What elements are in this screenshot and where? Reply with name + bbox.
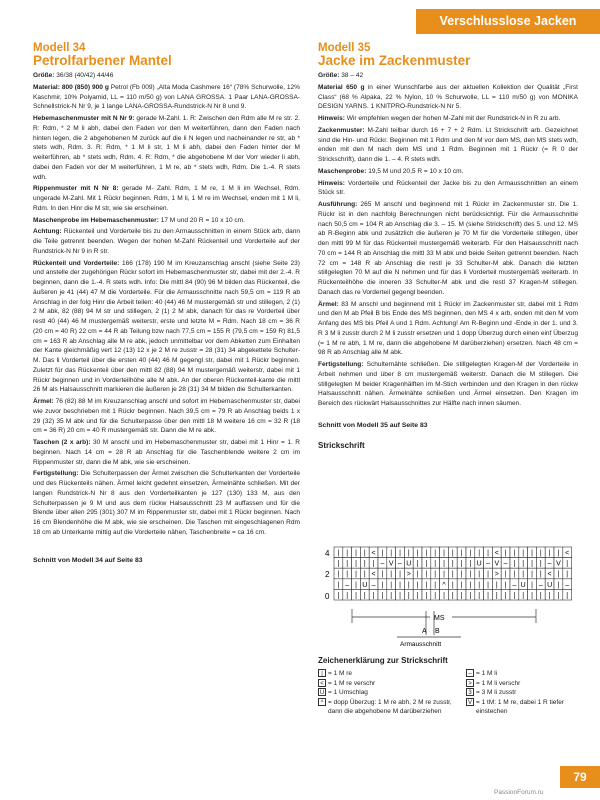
chart-symbol: | xyxy=(337,571,340,579)
chart-symbol: | xyxy=(460,549,463,557)
row-label-2: 2 xyxy=(325,570,330,579)
left-paragraph: Fertigstellung: Die Schulterpassen der Ärmel zwischen die Schulterkanten der Vorderteile und des Rückenteils nähen. Ärmel leicht gedehnt einsetzen, Ärmelnähte schließen. Mit der langen Rundstrick-N Nr 8 aus den Vorderteilkanten je 127 (130) 133 M, aus den Schulterpassen je 9 M und aus dem rückw Halsausschnitt 23 M auffassen und für die Blende über allen 295 (301) 307 M im Rippenmuster str, dabei mit 1 Rückr beginnen. Nach 16 cm Blendenhöhe die M abk, wie sie erscheinen. Die Taschen mit eingeschlagenen Rdm 18 cm ab Unterkante mittig auf die Vorderteile nähen, Taschenbreite = ca 16 cm. xyxy=(33,470,300,536)
chart-symbol: V xyxy=(388,560,394,568)
model-35-pattern-note: Schnitt von Modell 35 auf Seite 83 xyxy=(318,421,428,429)
chart-symbol: ^ xyxy=(442,581,446,589)
chart-symbol: V xyxy=(556,560,561,568)
chart-symbol: > xyxy=(494,571,499,579)
chart-symbol: | xyxy=(346,560,349,568)
chart-symbol: | xyxy=(416,592,419,600)
chart-symbol: | xyxy=(355,592,357,600)
chart-symbol: < xyxy=(371,571,376,579)
legend-item: U = 1 Umschlag xyxy=(319,689,368,696)
chart-symbol: – xyxy=(371,581,376,589)
chart-symbol: | xyxy=(434,592,437,600)
legend-item: > = 1 M li verschr xyxy=(466,679,578,688)
chart-symbol: | xyxy=(425,549,428,557)
row-label-0: 0 xyxy=(325,592,330,601)
chart-symbol: | xyxy=(557,581,560,589)
chart-symbol: | xyxy=(539,560,542,568)
chart-symbol: | xyxy=(531,592,533,600)
chart-symbol: | xyxy=(460,581,463,589)
right-paragraph: Zackenmuster: M-Zahl teilbar durch 16 + 7 + 2 Rdm. Lt Strickschrift arb. Gezeichnet sind die Hin- und Rückr. Beginnen mit 1 Rdm und den M vor dem MS, den MS stets wdh, enden mit den M nach dem MS und 1 Rdm. Beginnen mit 1 Rückr (= R 0 der Strickschrift), dann die 1. – 4. R stets wdh. xyxy=(318,126,578,163)
chart-symbol: < xyxy=(494,549,499,557)
legend-symbol: > xyxy=(466,679,474,687)
legend-symbol: 3 xyxy=(466,688,474,696)
right-paragraph: Maschenprobe: 19,5 M und 20,5 R = 10 x 10 cm. xyxy=(318,167,464,175)
chart-symbol: | xyxy=(504,571,507,579)
chart-symbol: | xyxy=(381,549,384,557)
chart-symbol: | xyxy=(381,592,384,600)
chart-symbol: | xyxy=(469,571,472,579)
chart-symbol: < xyxy=(371,549,376,557)
right-paragraph: Material 650 g in einer Wunschfarbe aus der aktuellen Kollektion der Qualität „First Class“ (68 % Alpaka, 22 % Nylon, 10 % Schurwolle, LL = 110 m/50 g) von MONIKA DESIGN YARNS. 1 KNITPRO-Rundstrick-N Nr 5. xyxy=(318,83,578,111)
chart-symbol: | xyxy=(372,592,375,600)
left-paragraph: Maschenprobe im Hebemaschenmuster: 17 M und 20 R = 10 x 10 cm. xyxy=(33,216,245,224)
row-label-4: 4 xyxy=(325,549,330,558)
chart-symbol: | xyxy=(346,571,349,579)
chart-symbol: | xyxy=(495,581,498,589)
chart-symbol: | xyxy=(425,571,428,579)
chart-symbol: | xyxy=(566,560,569,568)
chart-symbol: | xyxy=(539,571,542,579)
chart-symbol: | xyxy=(531,560,533,568)
right-paragraph: Ausführung: 265 M anschl und beginnend mit 1 Rückr im Zackenmuster str. Die 1. Rückr ist in den nachfolg Berechnungen nicht berücksichtigt. Für die Armausschnitte nach 50,5 cm = 104 R ab Anschlag die 3. – 15. M (siehe Strickschrift) des 5. und 12. MS ab R-Beginn abk und zusätzlich die äußeren je 70 M für die Vorderteile stillegen, über den mittl 99 M für das Rückenteil mustergemäß weiterarb. Für den Halsausschnitt nach 70 cm = 144 R ab Anschlag die mittl 33 M abk und beide Seiten getrennt beenden. Nach 72 cm = 148 R ab Anschlag die restl je 33 Schulter-M abk. Danach die letzten stillgelegten 70 M auf die N nehmen und für das li Vorderteil mustergemäß weiterarb. In Rückenteilhöhe die inneren 33 Schulter-M abk und die restl 37 Kragen-M stillegen. Danach das re Vorderteil gegengl beenden. xyxy=(318,201,578,296)
legend-symbol: U xyxy=(319,690,325,696)
chart-symbol: | xyxy=(451,581,454,589)
chart-symbol: | xyxy=(425,560,428,568)
chart-symbol: | xyxy=(390,592,393,600)
chart-symbol: | xyxy=(451,560,454,568)
chart-symbol: | xyxy=(399,549,401,557)
chart-symbol: | xyxy=(363,560,366,568)
chart-grid xyxy=(334,547,572,600)
chart-symbol: | xyxy=(566,592,569,600)
chart-symbol: | xyxy=(451,571,454,579)
left-paragraph: Achtung: Rückenteil und Vorderteile bis zu den Armausschnitten in einem Stück arb, dann die Teile getrennt beenden. Wegen der hohen M-Zahl Rückenteil und Vorderteile auf der Rundstrick-N Nr 9 in R str. xyxy=(33,228,300,255)
legend-symbol: | xyxy=(318,669,326,677)
chart-symbol: | xyxy=(487,549,489,557)
chart-symbol: | xyxy=(381,571,384,579)
chart-symbol: U xyxy=(520,581,526,589)
knitting-chart xyxy=(322,545,582,665)
chart-symbol: | xyxy=(478,581,481,589)
chart-symbol: | xyxy=(443,560,445,568)
left-paragraph: Hebemaschenmuster mit N Nr 9: gerade M-Zahl. 1. R: Zwischen den Rdm alle M re str. 2. R: Rdm, * 2 M li abh, dabei den Faden vor den M weiterführen, dann den Faden nach hinten legen, die 2 abgehobenen M zurück auf die li N legen und nacheinander re str, ab * stets wdh, Rdm. 3. R: Rdm, * 1 M li str, 1 M li abh, dabei den Faden hinter der M weiterführen, ab * stets wdh, Rdm. 4. R: Rdm, * die abgehobene M der Vorr wieder li abh, dabei den Faden vor der M weiterführen, 1 M re, ab * stets wdh, Rdm. Die 1.-4. R stets wdh. xyxy=(33,115,300,181)
chart-symbol: | xyxy=(416,549,419,557)
chart-symbol: | xyxy=(478,571,481,579)
chart-symbol: | xyxy=(513,571,516,579)
chart-symbol: | xyxy=(451,549,454,557)
right-paragraph: Hinweis: Wir empfehlen wegen der hohen M-Zahl mit der Rundstrick-N in R zu arb. xyxy=(318,115,561,122)
arrow-a-label: A xyxy=(422,628,427,635)
chart-symbol: | xyxy=(469,581,472,589)
chart-symbol: | xyxy=(399,571,401,579)
legend-item: 3 = 3 M li zusstr xyxy=(466,688,578,697)
chart-symbol: | xyxy=(355,560,357,568)
chart-symbol: | xyxy=(363,592,366,600)
legend-left xyxy=(318,669,458,716)
chart-symbol: | xyxy=(513,592,516,600)
chart-symbol: – xyxy=(345,581,350,589)
ms-label: MS xyxy=(434,615,445,622)
chart-symbol: | xyxy=(399,592,401,600)
chart-symbol: | xyxy=(513,549,516,557)
chart-symbol: | xyxy=(495,592,498,600)
legend-symbol: < xyxy=(318,679,326,687)
chart-symbol: | xyxy=(469,592,472,600)
chart-symbol: | xyxy=(522,549,525,557)
chart-symbol: > xyxy=(406,571,411,579)
left-paragraph: Material: 800 (850) 900 g Petrol (Fb 009) „Alta Moda Cashmere 16“ (78% Schurwolle, 12% Kaschmir, 10% Polyamid, LL = 110 m/50 g) von LANA GROSSA. 1 Paar LANA-GROSSA-Schnellstrick-N Nr 9, je 1 lange LANA-GROSSA-Rundstrick-N Nr 8 und 9. xyxy=(33,83,300,111)
chart-symbol: | xyxy=(363,549,366,557)
chart-symbol: | xyxy=(434,549,437,557)
chart-symbol: | xyxy=(504,592,507,600)
chart-symbol: | xyxy=(425,581,428,589)
left-paragraph: Rückenteil und Vorderteile: 166 (178) 190 M im Kreuzanschlag anschl (siehe Seite 23) und anstelle der zugehörigen Rückr sofort im Hebemaschenmuster str, dabei mit der 2.-4. R beginnen, dann die 1.-4. R stets wdh. Info: Die mittl 84 (90) 96 M bilden das Rückenteil, die äußeren je 41 (44) 47 M die Vorderteile. Für die Armausschnitte nach 59,5 cm = 119 R ab Anschlag in der folg Hinr die Arbeit teilen: 40 (44) 46 M mustergemäß str und stillegen, 2 (1) 2 M abk, 82 (88) 94 M str und stillegen, 2 (1) 2 M abk, danach für das re Vorderteil über restl 40 (44) 46 M mustergemäß weiterstr, erste und letzte M = Rdm. Nach 18 cm = 36 R (20 cm = 40 R) 22 cm = 44 R ab Teilung bzw nach 77,5 cm = 155 R (79,5 cm = 159 R) 81,5 cm = 163 R ab Anschlag alle M re abk, jedoch unmittelbar vor dem Abketten zum Einhalten der Kante gleichmäßig vert 12 (13) 12 x je 2 M re zusstr = 28 (31) 34 abgekettete Schulter-M. Das li Vorderteil über die ersten 40 (44) 46 M gegengl str, dabei mit 1 Rückr beginnen. Zuletzt für das Rückenteil über den mittl 82 (88) 94 M mustergemäß weiterstr, dabei mit 1 Rückr beginnen und in Vorderteilhöhe alle M abk. An der oberen Rückenteil-kante die mittl 26 M als Halsausschnitt markieren die äußeren je 28 (31) 34 M bilden die Schulterkanten. xyxy=(33,259,300,394)
legend-item: | = 1 M re xyxy=(318,669,458,678)
chart-symbol: | xyxy=(346,549,349,557)
page-number: 79 xyxy=(560,766,600,788)
chart-symbol: | xyxy=(434,581,437,589)
chart-symbol: | xyxy=(531,571,533,579)
model-34-label: Modell 34 xyxy=(33,42,86,54)
chart-symbol: – xyxy=(512,581,517,589)
chart-symbol: U xyxy=(406,560,412,568)
chart-symbol: – xyxy=(398,560,402,568)
chart-symbol: – xyxy=(380,560,385,568)
legend-symbol: – xyxy=(466,669,474,677)
chart-symbol: | xyxy=(407,592,410,600)
left-paragraph: Größe: 36/38 (40/42) 44/46 xyxy=(33,72,114,79)
chart-symbol: – xyxy=(503,560,508,568)
chart-symbol: | xyxy=(548,592,551,600)
legend-item: ^ = dopp Überzug: 1 M re abh, 2 M re zusstr, dann die abgehobene M darüberziehen xyxy=(318,698,458,716)
chart-symbol: | xyxy=(487,581,489,589)
model-35-label: Modell 35 xyxy=(318,42,371,54)
chart-symbol: < xyxy=(547,571,552,579)
chart-symbol: | xyxy=(557,549,560,557)
model-34-instructions xyxy=(33,71,300,538)
chart-symbol: | xyxy=(390,571,393,579)
chart-symbol: | xyxy=(434,571,437,579)
chart-symbol: | xyxy=(469,560,472,568)
model-35-column xyxy=(318,42,578,452)
chart-symbol: – xyxy=(486,560,490,568)
chart-symbol: U xyxy=(476,560,482,568)
chart-symbol: | xyxy=(443,549,445,557)
chart-symbol: U xyxy=(547,581,553,589)
watermark: PassionForum.ru xyxy=(494,789,544,796)
legend-item: V = 1 tM: 1 M re, dabei 1 R tiefer einstechen xyxy=(467,698,564,715)
chart-symbol: | xyxy=(399,581,401,589)
right-paragraph: Hinweis: Vorderteile und Rückenteil der Jacke bis zu den Armausschnitten an einem Stück str. xyxy=(318,179,578,197)
chart-symbol: | xyxy=(425,592,428,600)
chart-symbol: | xyxy=(531,581,533,589)
chart-symbol: | xyxy=(416,560,419,568)
chart-symbol: | xyxy=(355,571,357,579)
chart-symbol: | xyxy=(434,560,437,568)
chart-symbol: | xyxy=(460,571,463,579)
model-35-instructions xyxy=(318,71,578,409)
chart-symbol: | xyxy=(416,571,419,579)
legend-item: < = 1 M re verschr xyxy=(318,679,458,688)
legend-right xyxy=(466,669,578,716)
chart-symbol: | xyxy=(372,560,375,568)
chart-symbol: | xyxy=(460,592,463,600)
right-paragraph: Größe: 38 – 42 xyxy=(318,72,364,79)
legend-item: – = 1 M li xyxy=(466,669,578,678)
chart-symbol: | xyxy=(557,592,560,600)
model-34-title: Petrolfarbener Mantel xyxy=(33,53,172,68)
chart-symbol: | xyxy=(337,592,340,600)
chart-symbol: | xyxy=(539,549,542,557)
chart-symbol: | xyxy=(443,571,445,579)
model-34-pattern-note: Schnitt von Modell 34 auf Seite 83 xyxy=(33,556,143,564)
chart-symbol: | xyxy=(531,549,533,557)
chart-symbol: | xyxy=(504,549,507,557)
model-35-title: Jacke im Zackenmuster xyxy=(318,53,471,68)
armhole-label: Armausschnitt xyxy=(400,641,442,648)
arrow-b-label: B xyxy=(435,628,440,635)
chart-symbol: | xyxy=(478,592,481,600)
chart-symbol: | xyxy=(355,581,357,589)
chart-symbol: | xyxy=(451,592,454,600)
legend-title: Zeichenerklärung zur Strickschrift xyxy=(318,656,448,665)
chart-symbol: | xyxy=(539,592,542,600)
chart-symbol: | xyxy=(390,549,393,557)
legend-symbol: V xyxy=(467,699,472,706)
chart-symbol: | xyxy=(513,560,516,568)
chart-symbol: | xyxy=(381,581,384,589)
chart-symbol: | xyxy=(522,592,525,600)
legend-symbol: ^ xyxy=(318,698,326,706)
chart-symbol: | xyxy=(557,571,560,579)
chart-symbol: | xyxy=(522,571,525,579)
chart-symbol: | xyxy=(337,560,340,568)
chart-symbol: | xyxy=(522,560,525,568)
right-paragraph: Fertigstellung: Schulternähte schließen. Die stillgelegten Kragen-M der Vorderteile in Arbeit nehmen und über 8 cm mustergemäß weiterstr. Danach die M stillegen. Die stillgelegten M beider Kragenhälften im M-Stich verbinden und den Kragen in den rückw Halsausschnitt nähen. Ärmelnähte schließen und Ärmel einsetzen. Den Kragen im Bereich des rückwärt Halsausschnittes zur Hälfte nach innen säumen. xyxy=(318,361,578,407)
chart-symbol: < xyxy=(565,549,570,557)
chart-symbol: | xyxy=(566,571,569,579)
chart-symbol: | xyxy=(390,581,393,589)
chart-symbol: | xyxy=(487,592,489,600)
chart-symbol: V xyxy=(494,560,500,568)
chart-symbol: | xyxy=(478,549,481,557)
chart-symbol: | xyxy=(469,549,472,557)
chart-symbol: | xyxy=(504,581,507,589)
chart-symbol: U xyxy=(362,581,368,589)
chart-symbol: | xyxy=(548,549,551,557)
left-paragraph: Ärmel: 76 (82) 88 M im Kreuzanschlag anschl und sofort im Hebemaschenmuster str, dabei wie zuvor beschrieben mit 1 Rückr beginnen. Nach 39,5 cm = 79 R ab Anschlag beids 1 x 29 (32) 35 M abk und für die Schulterpasse über den mittl 18 M weitere 16 cm = 32 R (18 cm = 36 R) 20 cm = 40 R mustergemäß str. Dann die M re abk. xyxy=(33,398,300,435)
chart-symbol: | xyxy=(407,581,410,589)
chart-symbol: | xyxy=(407,549,410,557)
chart-title: Strickschrift xyxy=(318,440,365,450)
chart-symbol: | xyxy=(337,581,340,589)
chart-symbol: | xyxy=(363,571,366,579)
right-paragraph: Ärmel: 83 M anschl und beginnend mit 1 Rückr im Zackenmuster str, dabei mit 1 Rdm und den M ab Pfeil B bis Ende des MS beginnen, den MS 4 x arb, enden mit den M vom Anfang des MS bis Pfeil A und 1 Rdm. Achtung! Am R-Beginn und -Ende in der 1. und 3. R 3 M li zusstr durch 2 M li zusstr ersetzen und 1 dopp Überzug durch einen einf Überzug (= 1 M re abh, 1 M re, dann die abgehobene M darüberziehen) ersetzen. Nach 48 cm = 98 R ab Anschlag alle M abk. xyxy=(318,300,578,357)
chart-symbol: | xyxy=(487,571,489,579)
left-paragraph: Rippenmuster mit N Nr 8: gerade M- Zahl. Rdm, 1 M re, 1 M li im Wechsel, Rdm. ungerade M-Zahl. Mit 1 Rückr beginnen. Rdm, 1 M li, 1 M re im Wechsel, enden mit 1 M li, Rdm. In den Hinr die M str, wie sie erscheinen. xyxy=(33,185,301,212)
chart-symbol: – xyxy=(547,560,552,568)
chart-symbol: | xyxy=(346,592,349,600)
chart-symbol: – xyxy=(565,581,570,589)
left-paragraph: Taschen (2 x arb): 30 M anschl und im Hebemaschenmuster str, dabei mit 1 Hinr = 1. R beginnen. Nach 14 cm = 28 R ab Anschlag für die Taschenblende weitere 2 cm im Rippenmuster str, dann die M abk, wie sie erscheinen. xyxy=(33,439,300,466)
chart-symbol: | xyxy=(460,560,463,568)
chart-symbol: | xyxy=(337,549,340,557)
chart-symbol: | xyxy=(443,592,445,600)
section-header: Verschlusslose Jacken xyxy=(416,9,600,34)
chart-symbol: | xyxy=(355,549,357,557)
model-34-column xyxy=(33,42,300,567)
chart-symbol: | xyxy=(416,581,419,589)
chart-symbol: – xyxy=(538,581,543,589)
